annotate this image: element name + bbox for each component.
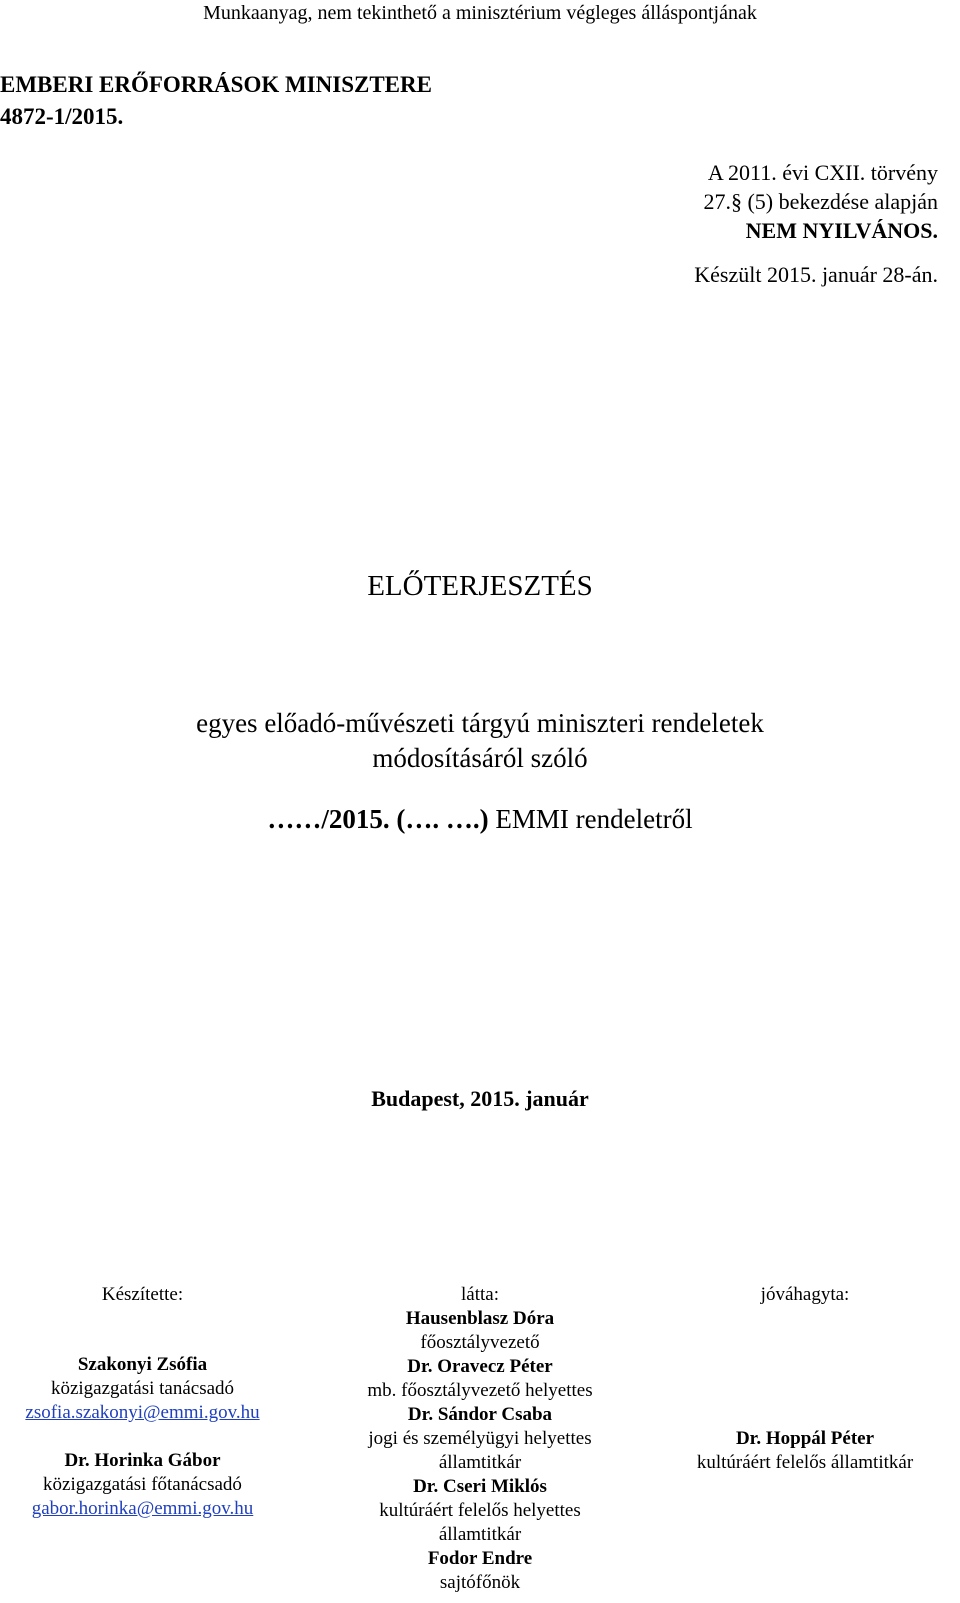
- prepared-date: Készült 2015. január 28-án.: [694, 262, 938, 287]
- decree-number: ……/2015. (…. ….): [267, 804, 489, 834]
- subject-line-1: egyes előadó-művészeti tárgyú miniszteri rendeletek: [196, 708, 764, 738]
- place-date: Budapest, 2015. január: [371, 1086, 589, 1111]
- approver-name: Dr. Hoppál Péter: [735, 1428, 875, 1449]
- reviewer-3-title-line-1: jogi és személyügyi helyettes: [368, 1428, 592, 1449]
- reviewer-4-title-line-2: államtitkár: [438, 1524, 522, 1545]
- decree-reference: [0, 804, 960, 835]
- preparer-1-title: közigazgatási tanácsadó: [50, 1378, 235, 1399]
- classification-status: NEM NYILVÁNOS.: [745, 218, 938, 243]
- approved-by-label: jóváhagyta:: [760, 1284, 850, 1305]
- file-number: 4872-1/2015.: [0, 104, 124, 129]
- approved-by-column: [660, 1283, 950, 1475]
- document-title: ELŐTERJESZTÉS: [367, 570, 593, 602]
- approver-title: kultúráért felelős államtitkár: [696, 1452, 914, 1473]
- reviewer-3-name: Dr. Sándor Csaba: [407, 1404, 553, 1425]
- subject-line-2: módosításáról szóló: [372, 743, 588, 773]
- seen-by-label: látta:: [461, 1284, 499, 1305]
- reviewer-5-title: sajtófőnök: [439, 1572, 521, 1593]
- reviewer-3-title-line-2: államtitkár: [438, 1452, 522, 1473]
- decree-suffix: EMMI rendeletről: [488, 804, 693, 834]
- preparer-2-name: Dr. Horinka Gábor: [64, 1450, 221, 1471]
- reviewer-4-name: Dr. Cseri Miklós: [413, 1476, 547, 1497]
- reviewer-1-name: Hausenblasz Dóra: [405, 1308, 555, 1329]
- prepared-by-column: [0, 1283, 285, 1521]
- ministry-name: EMBERI ERŐFORRÁSOK MINISZTERE: [0, 72, 432, 97]
- preparer-1-email-link[interactable]: zsofia.szakonyi@emmi.gov.hu: [25, 1402, 260, 1423]
- law-reference-line-1: A 2011. évi CXII. törvény: [707, 160, 938, 185]
- reviewer-2-title: mb. főosztályvezető helyettes: [367, 1380, 593, 1401]
- reviewer-4-title-line-1: kultúráért felelős helyettes: [379, 1500, 581, 1521]
- preparer-2-email-link[interactable]: gabor.horinka@emmi.gov.hu: [31, 1498, 254, 1519]
- seen-by-column: [340, 1283, 620, 1595]
- preparer-2-title: közigazgatási főtanácsadó: [43, 1474, 242, 1495]
- reviewer-5-name: Fodor Endre: [427, 1548, 533, 1569]
- header-note: Munkaanyag, nem tekinthető a minisztérium végleges álláspontjának: [203, 2, 757, 24]
- reviewer-2-name: Dr. Oravecz Péter: [407, 1356, 553, 1377]
- reviewer-1-title: főosztályvezető: [420, 1332, 540, 1353]
- prepared-by-label: Készítette:: [101, 1284, 184, 1305]
- preparer-1-name: Szakonyi Zsófia: [77, 1354, 208, 1375]
- law-reference-line-2: 27.§ (5) bekezdése alapján: [703, 189, 938, 214]
